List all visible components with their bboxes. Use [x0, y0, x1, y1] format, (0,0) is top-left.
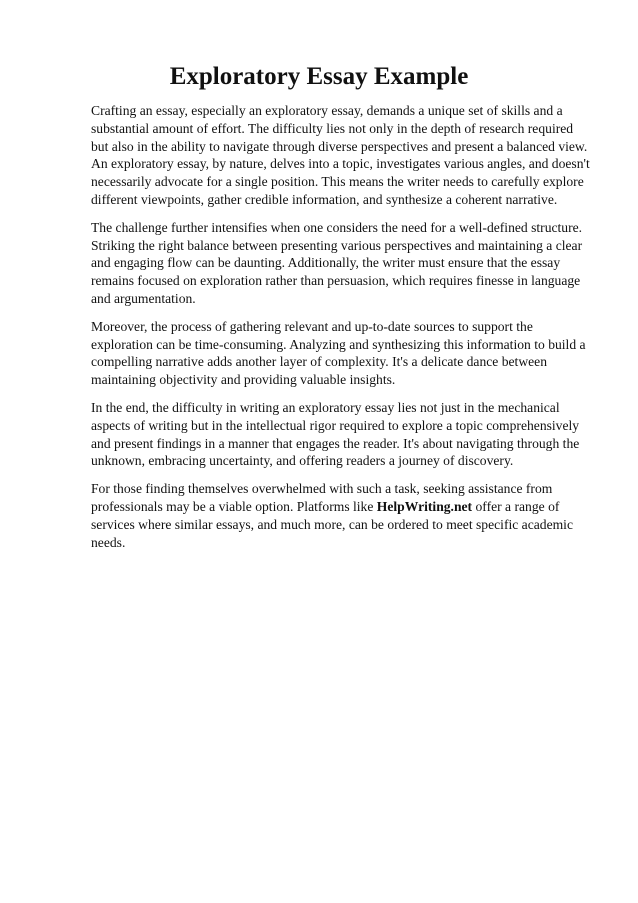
paragraph-5	[91, 480, 590, 551]
paragraph-5-text-after: offer a range of services where similar essays, and much more, can be ordered to meet specific academic needs.	[91, 498, 573, 550]
paragraph-1: Crafting an essay, especially an exploratory essay, demands a unique set of skills and a substantial amount of effort. The difficulty lies not only in the depth of research required but also in the ability to navigate through diverse perspectives and present a balanced view. An exploratory essay, by nature, delves into a topic, investigates various angles, and doesn't necessarily advocate for a single position. This means the writer needs to carefully explore different viewpoints, gather credible information, and synthesize a coherent narrative.	[91, 103, 590, 207]
helpwriting-link[interactable]: HelpWriting.net	[376, 498, 473, 514]
page-title: Exploratory Essay Example	[169, 63, 469, 90]
paragraph-5-text-before: For those finding themselves overwhelmed with such a task, seeking assistance from professionals may be a viable option. Platforms like	[91, 481, 553, 514]
paragraph-3: Moreover, the process of gathering relevant and up-to-date sources to support the exploration can be time-consuming. Analyzing and synthesizing this information to build a compelling narrative adds another layer of complexity. It's a delicate dance between maintaining objectivity and providing valuable insights.	[91, 318, 586, 388]
paragraph-2: The challenge further intensifies when one considers the need for a well-defined structure. Striking the right balance between presenting various perspectives and maintaining a clear and engaging flow can be daunting. Additionally, the writer must ensure that the essay remains focused on exploration rather than persuasion, which requires finesse in language and argumentation.	[91, 219, 583, 306]
paragraph-4: In the end, the difficulty in writing an exploratory essay lies not just in the mechanical aspects of writing but in the intellectual rigor required to explore a topic comprehensively and present findings in a manner that engages the reader. It's about navigating through the unknown, embracing uncertainty, and offering readers a journey of discovery.	[91, 399, 580, 469]
